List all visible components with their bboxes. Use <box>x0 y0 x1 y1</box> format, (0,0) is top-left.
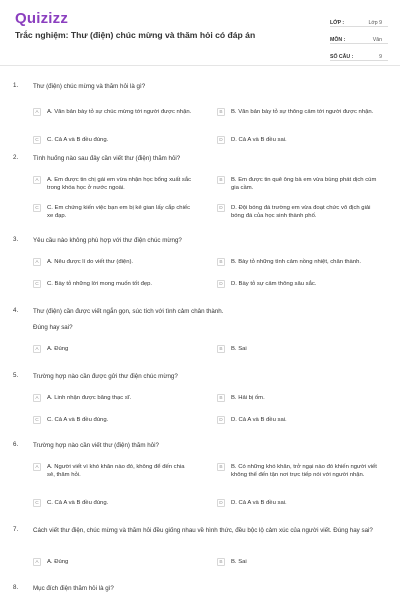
worksheet-header <box>0 0 400 66</box>
meta-row-class <box>330 10 388 27</box>
option-key-box: D <box>217 280 225 288</box>
option-text: D. Cả A và B đều sai. <box>231 500 287 506</box>
option-text: A. Nêu được lí do viết thư (điện). <box>47 259 134 265</box>
question-number: 5. <box>13 372 19 379</box>
option-key-box: C <box>33 499 41 507</box>
question-text: Trường hợp nào cần viết thư (điện) thăm hỏi? <box>33 442 159 449</box>
option-key-box: A <box>33 394 41 402</box>
option-c[interactable] <box>33 280 193 288</box>
option-key-box: C <box>33 136 41 144</box>
option-text: C. Cả A và B đều đúng. <box>47 417 109 423</box>
option-d[interactable] <box>217 499 377 507</box>
option-a[interactable] <box>33 108 193 116</box>
meta-value: Văn <box>372 37 382 43</box>
option-text: A. Đúng <box>47 559 69 565</box>
option-key-box: B <box>217 258 225 266</box>
question-number: 1. <box>13 82 19 89</box>
option-d[interactable] <box>217 204 377 220</box>
option-text: C. Cả A và B đều đúng. <box>47 137 109 143</box>
meta-row-count <box>330 44 388 61</box>
option-d[interactable] <box>217 136 377 144</box>
question-number: 8. <box>13 584 19 591</box>
option-b[interactable] <box>217 345 377 353</box>
option-b[interactable] <box>217 463 377 479</box>
option-text: A. Em được tin chị gái em vừa nhận học bổng xuất sắc trong khóa học ở nước ngoài. <box>47 177 192 191</box>
option-text: D. Bày tỏ sự cảm thông sâu sắc. <box>231 281 317 287</box>
question-text: Tình huống nào sau đây cần viết thư (điện) thăm hỏi? <box>33 155 181 162</box>
option-key-box: C <box>33 280 41 288</box>
option-key-box: A <box>33 258 41 266</box>
question-number: 7. <box>13 526 19 533</box>
option-text: B. Sai <box>231 559 247 565</box>
option-key-box: B <box>217 176 225 184</box>
option-a[interactable] <box>33 345 193 353</box>
option-b[interactable] <box>217 176 377 192</box>
question-number: 4. <box>13 307 19 314</box>
meta-value: Lớp 9 <box>368 20 382 26</box>
question-text: Mục đích điện thăm hỏi là gì? <box>33 585 114 592</box>
option-key-box: C <box>33 204 41 212</box>
option-text: C. Em chứng kiến việc bạn em bị kẻ gian lấy cắp chiếc xe đạp. <box>47 205 191 219</box>
option-key-box: C <box>33 416 41 424</box>
option-a[interactable] <box>33 176 193 192</box>
meta-value: 9 <box>379 54 382 60</box>
question-number: 2. <box>13 154 19 161</box>
option-b[interactable] <box>217 108 377 116</box>
option-text: A. Đúng <box>47 346 69 352</box>
option-b[interactable] <box>217 258 377 266</box>
option-key-box: B <box>217 108 225 116</box>
option-text: B. Bày tỏ những tình cảm nồng nhiệt, chân thành. <box>231 259 362 265</box>
option-key-box: D <box>217 204 225 212</box>
option-text: B. Em được tin quê ông bà em vừa bùng phát dịch cúm gia cầm. <box>231 177 377 191</box>
option-b[interactable] <box>217 558 377 566</box>
option-c[interactable] <box>33 416 193 424</box>
option-key-box: A <box>33 108 41 116</box>
option-d[interactable] <box>217 416 377 424</box>
option-text: A. Văn bản bày tỏ sự chúc mừng tới người được nhận. <box>47 109 192 115</box>
option-key-box: D <box>217 136 225 144</box>
meta-label: MÔN : <box>330 37 346 43</box>
option-a[interactable] <box>33 258 193 266</box>
option-text: D. Cả A và B đều sai. <box>231 417 287 423</box>
option-text: B. Có những khó khăn, trở ngại nào đó khiến người viết không thể đến tận nơi trực tiếp nói với người nhận. <box>231 464 377 478</box>
meta-row-subject <box>330 27 388 44</box>
option-text: C. Cả A và B đều đúng. <box>47 500 109 506</box>
option-b[interactable] <box>217 394 377 402</box>
option-a[interactable] <box>33 463 193 479</box>
meta-label: SỐ CÂU : <box>330 54 354 60</box>
option-a[interactable] <box>33 394 193 402</box>
option-key-box: B <box>217 463 225 471</box>
option-key-box: B <box>217 394 225 402</box>
option-key-box: B <box>217 558 225 566</box>
option-d[interactable] <box>217 280 377 288</box>
question-text: Thư (điện) chúc mừng và thăm hỏi là gì? <box>33 83 146 90</box>
option-text: B. Sai <box>231 346 247 352</box>
option-text: D. Đội bóng đá trường em vừa đoạt chức vô địch giải bóng đá của học sinh thành phố. <box>231 205 371 219</box>
option-text: B. Văn bản bày tỏ sự thông cảm tới người được nhận. <box>231 109 374 115</box>
meta-label: LỚP : <box>330 20 345 26</box>
option-a[interactable] <box>33 558 193 566</box>
option-text: B. Hải bị ốm. <box>231 395 265 401</box>
option-c[interactable] <box>33 204 193 220</box>
option-key-box: B <box>217 345 225 353</box>
option-key-box: A <box>33 463 41 471</box>
option-key-box: D <box>217 499 225 507</box>
option-text: A. Người viết vì khó khăn nào đó, không để đến chia sẻ, thăm hỏi. <box>47 464 185 478</box>
option-c[interactable] <box>33 136 193 144</box>
option-c[interactable] <box>33 499 193 507</box>
question-text: Yêu cầu nào không phù hợp với thư điện chúc mừng? <box>33 237 182 244</box>
question-text: Thư (điện) cần được viết ngắn gọn, súc tích với tình cảm chân thành. <box>33 308 224 315</box>
option-key-box: A <box>33 176 41 184</box>
option-key-box: A <box>33 345 41 353</box>
question-number: 6. <box>13 441 19 448</box>
question-number: 3. <box>13 236 19 243</box>
option-key-box: A <box>33 558 41 566</box>
option-key-box: D <box>217 416 225 424</box>
question-subtext: Đúng hay sai? <box>33 324 73 331</box>
option-text: A. Linh nhận được băng thạc sĩ. <box>47 395 132 401</box>
option-text: C. Bày tỏ những lời mong muốn tốt đẹp. <box>47 281 153 287</box>
question-text: Trường hợp nào cần được gửi thư điện chúc mừng? <box>33 373 178 380</box>
quizizz-logo: Quizizz <box>15 10 69 27</box>
question-text: Cách viết thư điện, chúc mừng và thăm hỏi đều giống nhau về hình thức, đều bộc lộ cảm xúc của người viết. Đúng hay sai? <box>33 527 373 534</box>
worksheet-meta <box>330 10 388 61</box>
worksheet-title: Trắc nghiệm: Thư (điện) chúc mừng và thăm hỏi có đáp án <box>15 30 256 40</box>
option-text: D. Cả A và B đều sai. <box>231 137 287 143</box>
